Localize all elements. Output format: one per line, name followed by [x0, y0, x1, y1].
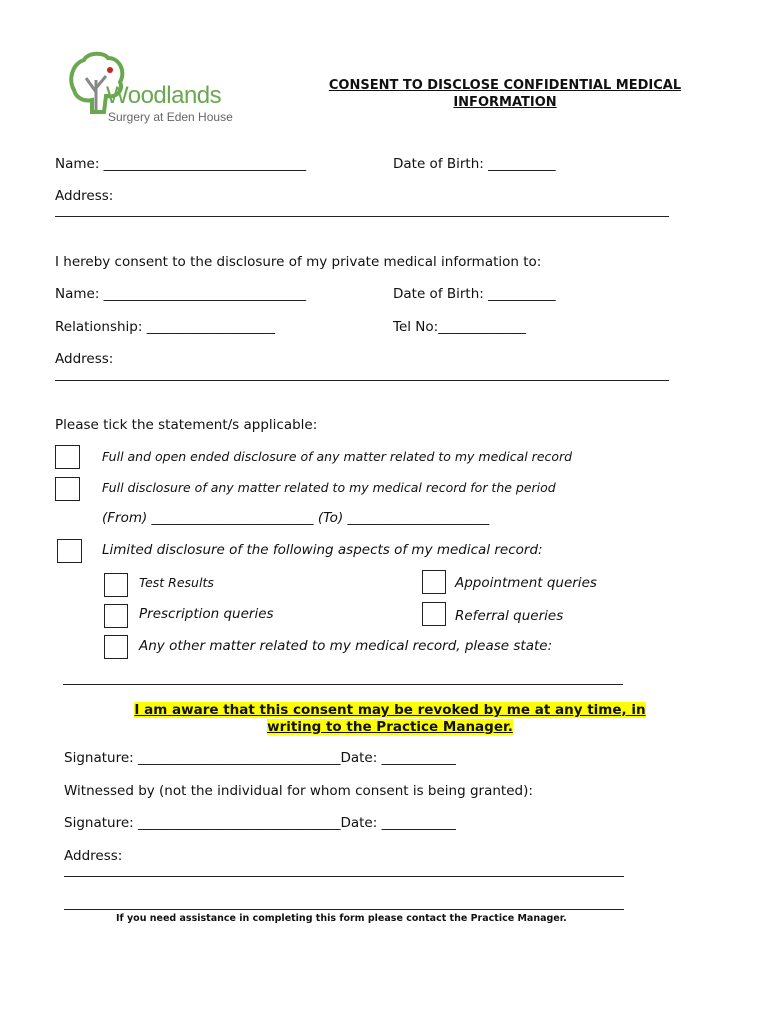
- patient-address-field[interactable]: [55, 216, 669, 217]
- full-open-label: Full and open ended disclosure of any matter related to my medical record: [102, 449, 573, 464]
- period-dates-field[interactable]: (From) ________________________ (To) _____________________: [102, 510, 490, 526]
- signature-field[interactable]: Signature: ______________________________Date: ___________: [64, 750, 456, 766]
- patient-address-label: Address:: [55, 188, 114, 204]
- other-matter-checkbox[interactable]: [104, 635, 128, 659]
- revocation-notice-line1: I am aware that this consent may be revoked by me at any time, in: [134, 702, 646, 718]
- appointment-queries-checkbox[interactable]: [422, 570, 446, 594]
- prescription-queries-checkbox[interactable]: [104, 604, 128, 628]
- recipient-address-label: Address:: [55, 351, 114, 367]
- patient-dob-field[interactable]: Date of Birth: __________: [393, 156, 556, 172]
- referral-queries-label: Referral queries: [455, 608, 564, 624]
- revocation-notice-line2: writing to the Practice Manager.: [267, 719, 513, 735]
- recipient-tel-field[interactable]: Tel No:_____________: [393, 319, 526, 335]
- practice-logo: [66, 50, 246, 130]
- footer-note: If you need assistance in completing this form please contact the Practice Manager.: [116, 913, 567, 924]
- other-matter-field[interactable]: [63, 684, 623, 685]
- limited-checkbox[interactable]: [57, 539, 82, 563]
- recipient-dob-field[interactable]: Date of Birth: __________: [393, 286, 556, 302]
- logo-name: Woodlands: [106, 82, 222, 109]
- witness-signature-field[interactable]: Signature: ______________________________Date: ___________: [64, 815, 456, 831]
- recipient-name-field[interactable]: Name: ______________________________: [55, 286, 307, 302]
- prescription-queries-label: Prescription queries: [139, 606, 274, 622]
- recipient-relationship-field[interactable]: Relationship: ___________________: [55, 319, 275, 335]
- witness-address-label: Address:: [64, 848, 123, 864]
- full-period-label: Full disclosure of any matter related to my medical record for the period: [102, 480, 556, 495]
- recipient-address-field[interactable]: [55, 380, 669, 381]
- referral-queries-checkbox[interactable]: [422, 602, 446, 626]
- limited-label: Limited disclosure of the following aspects of my medical record:: [102, 542, 543, 558]
- witness-address-field-2[interactable]: [64, 909, 624, 910]
- tick-instruction: Please tick the statement/s applicable:: [55, 417, 318, 433]
- witness-address-field-1[interactable]: [64, 876, 624, 877]
- full-open-checkbox[interactable]: [55, 445, 80, 469]
- test-results-checkbox[interactable]: [104, 573, 128, 597]
- full-period-checkbox[interactable]: [55, 477, 80, 501]
- patient-name-field[interactable]: Name: ______________________________: [55, 156, 307, 172]
- consent-statement: I hereby consent to the disclosure of my private medical information to:: [55, 254, 542, 270]
- witnessed-label: Witnessed by (not the individual for whom consent is being granted):: [64, 783, 533, 799]
- page-title: CONSENT TO DISCLOSE CONFIDENTIAL MEDICAL INFORMATION: [328, 78, 682, 110]
- appointment-queries-label: Appointment queries: [455, 575, 597, 591]
- other-matter-label: Any other matter related to my medical record, please state:: [139, 638, 553, 654]
- logo-subtitle: Surgery at Eden House: [108, 110, 233, 124]
- revocation-notice: [110, 702, 670, 736]
- test-results-label: Test Results: [139, 575, 214, 590]
